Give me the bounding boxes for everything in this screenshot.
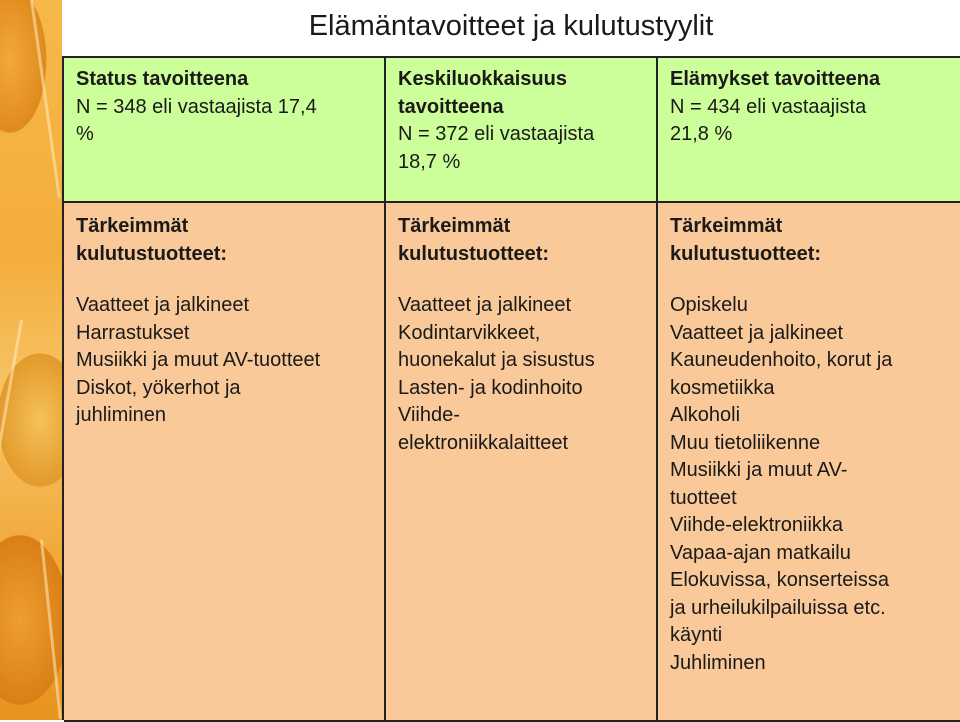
column-3-subheading: kulutustuotteet: <box>670 242 822 265</box>
list-item: kosmetiikka <box>670 376 775 399</box>
list-item: Musiikki ja muut AV- <box>670 459 848 481</box>
list-item: Vaatteet ja jalkineet <box>670 321 844 344</box>
column-2-count-line: 18,7 % <box>398 150 461 173</box>
list-item: Opiskelu <box>670 294 748 316</box>
column-2-header <box>386 58 658 203</box>
column-2-heading: tavoitteena <box>398 95 504 118</box>
column-1-subheading: kulutustuotteet: <box>76 242 228 265</box>
column-3-count-line: N = 434 eli vastaajista <box>670 95 867 118</box>
column-2-heading: Keskiluokkaisuus <box>398 68 567 90</box>
column-3-body <box>658 203 960 722</box>
list-item: ja urheilukilpailuissa etc. <box>670 596 886 619</box>
column-3-heading: Elämykset tavoitteena <box>670 68 881 90</box>
list-item: Vaatteet ja jalkineet <box>76 294 250 316</box>
list-item: Kauneudenhoito, korut ja <box>670 349 893 371</box>
lifestyle-table <box>62 56 960 720</box>
list-item: elektroniikkalaitteet <box>398 431 569 454</box>
column-2-count-line: N = 372 eli vastaajista <box>398 123 595 145</box>
list-item: Harrastukset <box>76 321 190 344</box>
list-item: huonekalut ja sisustus <box>398 349 595 371</box>
list-item: Juhliminen <box>670 651 766 674</box>
list-item: Vaatteet ja jalkineet <box>398 294 572 316</box>
column-3-count-line: 21,8 % <box>670 123 733 145</box>
leaf-vein-decoration <box>40 540 62 719</box>
list-item: Elokuvissa, konserteissa <box>670 569 889 591</box>
column-2-body <box>386 203 658 722</box>
column-1-body <box>64 203 386 722</box>
list-item: Musiikki ja muut AV-tuotteet <box>76 349 321 371</box>
list-item: Kodintarvikkeet, <box>398 321 541 344</box>
list-item: tuotteet <box>670 486 737 509</box>
column-2-subheading: Tärkeimmät <box>398 215 511 237</box>
slide-title: Elämäntavoitteet ja kulutustyylit <box>62 0 960 58</box>
list-item: Diskot, yökerhot ja <box>76 376 241 399</box>
column-1-count-line: N = 348 eli vastaajista 17,4 <box>76 95 317 118</box>
column-1-heading: Status tavoitteena <box>76 68 249 90</box>
leaf-vein-decoration <box>0 320 23 498</box>
column-3-subheading: Tärkeimmät <box>670 215 783 237</box>
column-1-header <box>64 58 386 203</box>
list-item: Viihde- <box>398 404 460 426</box>
list-item: Muu tietoliikenne <box>670 431 821 454</box>
list-item: käynti <box>670 624 723 646</box>
leaf-vein-decoration <box>30 0 61 198</box>
list-item: Viihde-elektroniikka <box>670 514 844 536</box>
list-item: juhliminen <box>76 404 167 426</box>
column-3-header <box>658 58 960 203</box>
list-item: Lasten- ja kodinhoito <box>398 376 583 399</box>
column-2-subheading: kulutustuotteet: <box>398 242 550 265</box>
column-1-count-line: % <box>76 123 94 145</box>
list-item: Vapaa-ajan matkailu <box>670 541 851 564</box>
column-1-subheading: Tärkeimmät <box>76 215 189 237</box>
autumn-leaf-background <box>0 0 70 720</box>
list-item: Alkoholi <box>670 404 741 426</box>
